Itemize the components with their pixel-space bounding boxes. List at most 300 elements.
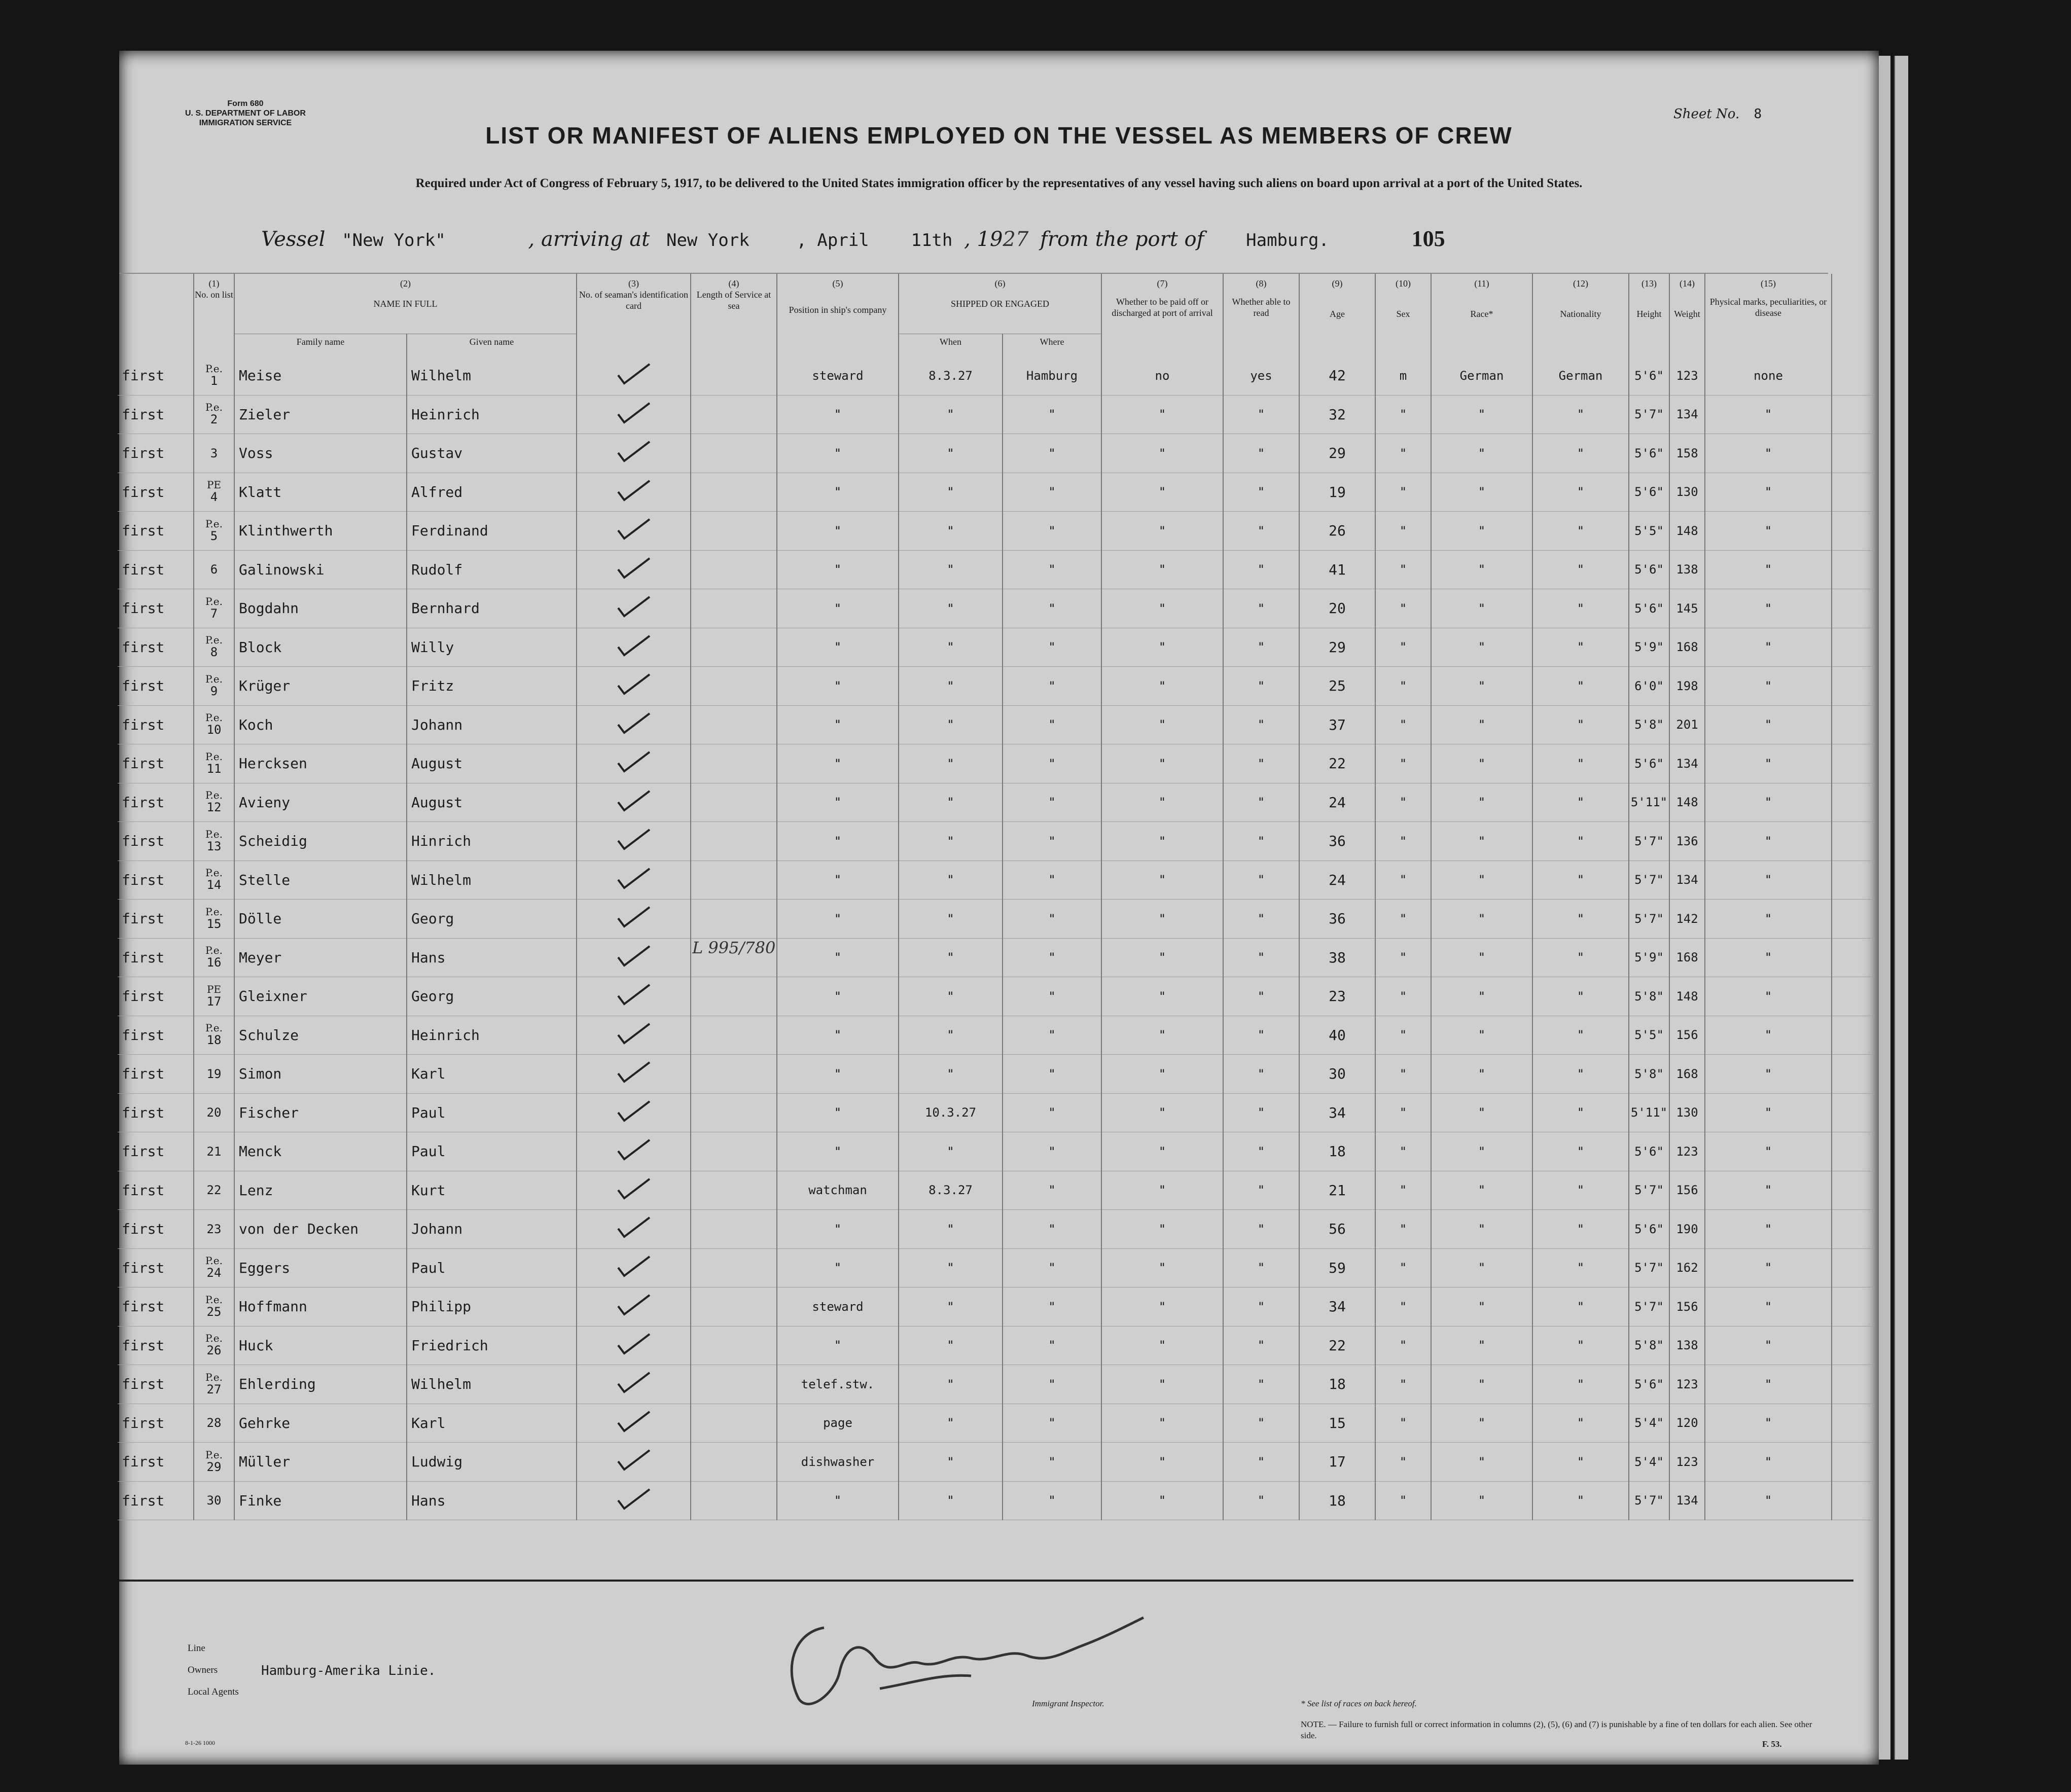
nationality: " bbox=[1532, 822, 1629, 861]
engaged-where: " bbox=[1003, 395, 1101, 434]
checkmark-icon bbox=[616, 1332, 652, 1355]
row-mark: P.e. bbox=[205, 867, 223, 879]
margin-first: first bbox=[118, 900, 194, 939]
margin-first: first bbox=[118, 434, 194, 473]
table-row bbox=[118, 744, 1875, 783]
age: 56 bbox=[1299, 1210, 1375, 1249]
sex: " bbox=[1375, 1016, 1431, 1055]
nationality: " bbox=[1532, 1171, 1629, 1210]
engaged-where: " bbox=[1003, 1481, 1101, 1520]
margin-first: first bbox=[118, 1093, 194, 1132]
race: " bbox=[1431, 783, 1532, 822]
position: " bbox=[777, 900, 899, 939]
paid-off: " bbox=[1101, 1132, 1223, 1171]
sex: " bbox=[1375, 1210, 1431, 1249]
local-agents-label: Local Agents bbox=[188, 1687, 239, 1697]
able-to-read: " bbox=[1223, 1365, 1299, 1404]
family-name: Zieler bbox=[234, 395, 407, 434]
race: " bbox=[1431, 473, 1532, 512]
engaged-when: " bbox=[899, 1365, 1003, 1404]
family-name: von der Decken bbox=[234, 1210, 407, 1249]
engaged-where: " bbox=[1003, 434, 1101, 473]
sex: " bbox=[1375, 512, 1431, 551]
weight: 148 bbox=[1669, 512, 1705, 551]
race: " bbox=[1431, 1481, 1532, 1520]
id-card-check bbox=[577, 550, 691, 589]
sex: " bbox=[1375, 1365, 1431, 1404]
family-name: Dölle bbox=[234, 900, 407, 939]
row-mark: P.e. bbox=[205, 1448, 223, 1461]
weight: 190 bbox=[1669, 1210, 1705, 1249]
row-number: P.e. 7 bbox=[194, 589, 234, 628]
able-to-read: " bbox=[1223, 628, 1299, 667]
weight: 123 bbox=[1669, 1365, 1705, 1404]
right-margin-cell bbox=[1832, 1132, 1875, 1171]
engaged-when: " bbox=[899, 1404, 1003, 1443]
family-name: Voss bbox=[234, 434, 407, 473]
row-mark: P.e. bbox=[205, 401, 223, 414]
engaged-when: " bbox=[899, 1210, 1003, 1249]
table-row bbox=[118, 1326, 1875, 1365]
right-margin-cell bbox=[1832, 1248, 1875, 1287]
able-to-read: " bbox=[1223, 1443, 1299, 1482]
margin-first: first bbox=[118, 473, 194, 512]
height: 5'11" bbox=[1629, 1093, 1669, 1132]
inspector-label: Immigrant Inspector. bbox=[1032, 1699, 1104, 1708]
given-name: August bbox=[407, 783, 577, 822]
row-mark: P.e. bbox=[205, 750, 223, 763]
age: 32 bbox=[1299, 395, 1375, 434]
arrival-day: 11th bbox=[911, 230, 953, 250]
length-service bbox=[691, 356, 777, 395]
given-name: Hans bbox=[407, 938, 577, 977]
given-name: Fritz bbox=[407, 667, 577, 706]
position: " bbox=[777, 1055, 899, 1094]
paid-off: " bbox=[1101, 705, 1223, 744]
row-number: 23 bbox=[194, 1210, 234, 1249]
physical-marks: " bbox=[1705, 628, 1832, 667]
row-number: P.e. 13 bbox=[194, 822, 234, 861]
paid-off: " bbox=[1101, 667, 1223, 706]
paid-off: " bbox=[1101, 822, 1223, 861]
length-service bbox=[691, 1093, 777, 1132]
physical-marks: " bbox=[1705, 900, 1832, 939]
physical-marks: " bbox=[1705, 1404, 1832, 1443]
physical-marks: " bbox=[1705, 1287, 1832, 1327]
table-row bbox=[118, 1055, 1875, 1094]
paid-off: " bbox=[1101, 589, 1223, 628]
year-prefix: , 19 bbox=[964, 228, 1003, 251]
weight: 198 bbox=[1669, 667, 1705, 706]
race: " bbox=[1431, 977, 1532, 1016]
col-paidoff-header: (7) Whether to be paid off or discharged at port of arrival bbox=[1101, 274, 1223, 356]
arriving-port: New York bbox=[666, 230, 749, 250]
col-read-header: (8) Whether able to read bbox=[1223, 274, 1299, 356]
row-mark: P.e. bbox=[205, 1293, 223, 1306]
row-number: PE 4 bbox=[194, 473, 234, 512]
col-race-header: (11) Race* bbox=[1431, 274, 1532, 356]
engaged-when: " bbox=[899, 900, 1003, 939]
family-name: Stelle bbox=[234, 861, 407, 900]
id-card-check bbox=[577, 705, 691, 744]
row-number: 20 bbox=[194, 1093, 234, 1132]
family-name: Krüger bbox=[234, 667, 407, 706]
able-to-read: " bbox=[1223, 1248, 1299, 1287]
position: " bbox=[777, 628, 899, 667]
checkmark-icon bbox=[616, 1022, 652, 1045]
race: " bbox=[1431, 1365, 1532, 1404]
table-row bbox=[118, 1171, 1875, 1210]
paid-off: " bbox=[1101, 744, 1223, 783]
engaged-where: " bbox=[1003, 900, 1101, 939]
given-name: Paul bbox=[407, 1248, 577, 1287]
family-name: Klinthwerth bbox=[234, 512, 407, 551]
id-card-check bbox=[577, 900, 691, 939]
position: " bbox=[777, 667, 899, 706]
col-height-header: (13) Height bbox=[1629, 274, 1669, 356]
table-row bbox=[118, 1093, 1875, 1132]
checkmark-icon bbox=[616, 983, 652, 1006]
weight: 130 bbox=[1669, 473, 1705, 512]
paid-off: " bbox=[1101, 938, 1223, 977]
length-service bbox=[691, 1443, 777, 1482]
right-margin-cell bbox=[1832, 1287, 1875, 1327]
paid-off: " bbox=[1101, 628, 1223, 667]
height: 5'7" bbox=[1629, 1287, 1669, 1327]
sex: " bbox=[1375, 1093, 1431, 1132]
race: German bbox=[1431, 356, 1532, 395]
margin-first: first bbox=[118, 1481, 194, 1520]
able-to-read: " bbox=[1223, 1210, 1299, 1249]
length-service bbox=[691, 1404, 777, 1443]
age: 30 bbox=[1299, 1055, 1375, 1094]
nationality: " bbox=[1532, 589, 1629, 628]
table-row bbox=[118, 473, 1875, 512]
height: 5'11" bbox=[1629, 783, 1669, 822]
engaged-where: " bbox=[1003, 667, 1101, 706]
row-number: P.e. 12 bbox=[194, 783, 234, 822]
height: 5'7" bbox=[1629, 395, 1669, 434]
given-name: Hinrich bbox=[407, 822, 577, 861]
paid-off: " bbox=[1101, 1404, 1223, 1443]
length-service bbox=[691, 512, 777, 551]
length-service bbox=[691, 861, 777, 900]
row-number: P.e. 18 bbox=[194, 1016, 234, 1055]
weight: 168 bbox=[1669, 938, 1705, 977]
age: 18 bbox=[1299, 1365, 1375, 1404]
position: " bbox=[777, 589, 899, 628]
paid-off: no bbox=[1101, 356, 1223, 395]
nationality: " bbox=[1532, 395, 1629, 434]
right-margin-cell bbox=[1832, 628, 1875, 667]
physical-marks: " bbox=[1705, 822, 1832, 861]
race: " bbox=[1431, 705, 1532, 744]
engaged-when: " bbox=[899, 550, 1003, 589]
height: 5'8" bbox=[1629, 1055, 1669, 1094]
race: " bbox=[1431, 628, 1532, 667]
physical-marks: " bbox=[1705, 395, 1832, 434]
row-mark: P.e. bbox=[205, 789, 223, 802]
right-margin-cell bbox=[1832, 1365, 1875, 1404]
id-card-check bbox=[577, 1016, 691, 1055]
family-name: Scheidig bbox=[234, 822, 407, 861]
height: 5'7" bbox=[1629, 1171, 1669, 1210]
engaged-when: " bbox=[899, 705, 1003, 744]
position: " bbox=[777, 938, 899, 977]
margin-first: first bbox=[118, 861, 194, 900]
checkmark-icon bbox=[616, 1060, 652, 1084]
engaged-when: " bbox=[899, 783, 1003, 822]
position: " bbox=[777, 783, 899, 822]
length-service bbox=[691, 1326, 777, 1365]
family-name: Bogdahn bbox=[234, 589, 407, 628]
paid-off: " bbox=[1101, 550, 1223, 589]
able-to-read: " bbox=[1223, 395, 1299, 434]
table-row bbox=[118, 434, 1875, 473]
position: " bbox=[777, 1132, 899, 1171]
engaged-when: " bbox=[899, 822, 1003, 861]
checkmark-icon bbox=[616, 401, 652, 424]
row-number: P.e. 25 bbox=[194, 1287, 234, 1327]
length-service bbox=[691, 1248, 777, 1287]
age: 22 bbox=[1299, 744, 1375, 783]
checkmark-icon bbox=[616, 1487, 652, 1511]
weight: 142 bbox=[1669, 900, 1705, 939]
physical-marks: " bbox=[1705, 1016, 1832, 1055]
height: 5'6" bbox=[1629, 1132, 1669, 1171]
margin-first: first bbox=[118, 1248, 194, 1287]
table-row bbox=[118, 705, 1875, 744]
from-label: from the port of bbox=[1040, 228, 1204, 251]
given-name: Johann bbox=[407, 1210, 577, 1249]
family-name: Block bbox=[234, 628, 407, 667]
physical-marks: " bbox=[1705, 705, 1832, 744]
weight: 134 bbox=[1669, 1481, 1705, 1520]
engaged-when: " bbox=[899, 1016, 1003, 1055]
family-name-header: Family name bbox=[234, 334, 407, 357]
physical-marks: " bbox=[1705, 550, 1832, 589]
height: 5'6" bbox=[1629, 434, 1669, 473]
margin-first: first bbox=[118, 395, 194, 434]
row-number: P.e. 2 bbox=[194, 395, 234, 434]
length-service bbox=[691, 1365, 777, 1404]
margin-first: first bbox=[118, 705, 194, 744]
engaged-where: " bbox=[1003, 550, 1101, 589]
arriving-label: , arriving at bbox=[528, 228, 650, 251]
engaged-when: " bbox=[899, 1287, 1003, 1327]
race: " bbox=[1431, 1326, 1532, 1365]
right-margin-cell bbox=[1832, 395, 1875, 434]
right-margin-cell bbox=[1832, 1093, 1875, 1132]
race: " bbox=[1431, 1404, 1532, 1443]
sex: " bbox=[1375, 900, 1431, 939]
row-mark: P.e. bbox=[205, 634, 223, 647]
position: " bbox=[777, 1210, 899, 1249]
weight: 123 bbox=[1669, 356, 1705, 395]
position: page bbox=[777, 1404, 899, 1443]
engaged-where: " bbox=[1003, 512, 1101, 551]
given-name: Rudolf bbox=[407, 550, 577, 589]
margin-first: first bbox=[118, 1365, 194, 1404]
position: " bbox=[777, 512, 899, 551]
nationality: " bbox=[1532, 1287, 1629, 1327]
table-row bbox=[118, 628, 1875, 667]
family-name: Ehlerding bbox=[234, 1365, 407, 1404]
table-row bbox=[118, 1016, 1875, 1055]
position: " bbox=[777, 977, 899, 1016]
col-length-header: (4) Length of Service at sea bbox=[691, 274, 777, 356]
line-label: Line bbox=[188, 1643, 205, 1654]
engaged-where: " bbox=[1003, 1016, 1101, 1055]
weight: 120 bbox=[1669, 1404, 1705, 1443]
row-number: P.e. 14 bbox=[194, 861, 234, 900]
engaged-where: " bbox=[1003, 822, 1101, 861]
right-margin-header bbox=[1832, 274, 1875, 356]
owners-label: Owners bbox=[188, 1665, 218, 1675]
paid-off: " bbox=[1101, 1326, 1223, 1365]
margin-first: first bbox=[118, 1132, 194, 1171]
id-card-check bbox=[577, 628, 691, 667]
sex: " bbox=[1375, 938, 1431, 977]
height: 5'5" bbox=[1629, 1016, 1669, 1055]
physical-marks: " bbox=[1705, 783, 1832, 822]
race: " bbox=[1431, 395, 1532, 434]
right-margin-cell bbox=[1832, 667, 1875, 706]
given-name: Wilhelm bbox=[407, 356, 577, 395]
right-margin-cell bbox=[1832, 512, 1875, 551]
engaged-where: " bbox=[1003, 1443, 1101, 1482]
right-margin-cell bbox=[1832, 705, 1875, 744]
physical-marks: " bbox=[1705, 1132, 1832, 1171]
engaged-where: " bbox=[1003, 861, 1101, 900]
engaged-when: " bbox=[899, 512, 1003, 551]
right-margin-cell bbox=[1832, 589, 1875, 628]
able-to-read: " bbox=[1223, 1287, 1299, 1327]
row-mark: P.e. bbox=[205, 362, 223, 375]
weight: 156 bbox=[1669, 1016, 1705, 1055]
height: 5'6" bbox=[1629, 744, 1669, 783]
sex: " bbox=[1375, 434, 1431, 473]
form-code: F. 53. bbox=[1762, 1739, 1782, 1749]
weight: 148 bbox=[1669, 977, 1705, 1016]
position: dishwasher bbox=[777, 1443, 899, 1482]
margin-first: first bbox=[118, 1055, 194, 1094]
weight: 158 bbox=[1669, 434, 1705, 473]
age: 20 bbox=[1299, 589, 1375, 628]
nationality: " bbox=[1532, 1093, 1629, 1132]
height: 5'4" bbox=[1629, 1404, 1669, 1443]
id-card-check bbox=[577, 1326, 691, 1365]
age: 29 bbox=[1299, 434, 1375, 473]
col-sex-header: (10) Sex bbox=[1375, 274, 1431, 356]
weight: 138 bbox=[1669, 550, 1705, 589]
row-mark: P.e. bbox=[205, 595, 223, 607]
race: " bbox=[1431, 1210, 1532, 1249]
weight: 123 bbox=[1669, 1132, 1705, 1171]
position: " bbox=[777, 1326, 899, 1365]
age: 41 bbox=[1299, 550, 1375, 589]
sex: " bbox=[1375, 1481, 1431, 1520]
engaged-when: " bbox=[899, 1132, 1003, 1171]
checkmark-icon bbox=[616, 1099, 652, 1123]
weight: 136 bbox=[1669, 822, 1705, 861]
id-card-check bbox=[577, 512, 691, 551]
race: " bbox=[1431, 822, 1532, 861]
right-margin-cell bbox=[1832, 1481, 1875, 1520]
engaged-where: " bbox=[1003, 1055, 1101, 1094]
sex: " bbox=[1375, 1132, 1431, 1171]
id-card-check bbox=[577, 1171, 691, 1210]
position: " bbox=[777, 1093, 899, 1132]
margin-first: first bbox=[118, 822, 194, 861]
paid-off: " bbox=[1101, 512, 1223, 551]
nationality: " bbox=[1532, 512, 1629, 551]
table-row bbox=[118, 667, 1875, 706]
table-row bbox=[118, 1404, 1875, 1443]
table-row bbox=[118, 1481, 1875, 1520]
race: " bbox=[1431, 1443, 1532, 1482]
position: " bbox=[777, 1248, 899, 1287]
nationality: " bbox=[1532, 783, 1629, 822]
age: 24 bbox=[1299, 783, 1375, 822]
margin-first: first bbox=[118, 1210, 194, 1249]
checkmark-icon bbox=[616, 1215, 652, 1239]
row-number: P.e. 1 bbox=[194, 356, 234, 395]
race: " bbox=[1431, 1016, 1532, 1055]
family-name: Müller bbox=[234, 1443, 407, 1482]
given-name: August bbox=[407, 744, 577, 783]
position: " bbox=[777, 550, 899, 589]
row-mark: P.e. bbox=[205, 828, 223, 840]
family-name: Hercksen bbox=[234, 744, 407, 783]
family-name: Hoffmann bbox=[234, 1287, 407, 1327]
race: " bbox=[1431, 1055, 1532, 1094]
able-to-read: " bbox=[1223, 861, 1299, 900]
race: " bbox=[1431, 512, 1532, 551]
crew-rows bbox=[118, 356, 1875, 1520]
race: " bbox=[1431, 1132, 1532, 1171]
age: 29 bbox=[1299, 628, 1375, 667]
physical-marks: " bbox=[1705, 1248, 1832, 1287]
id-card-check bbox=[577, 938, 691, 977]
age: 40 bbox=[1299, 1016, 1375, 1055]
sex: " bbox=[1375, 1287, 1431, 1327]
right-margin-cell bbox=[1832, 473, 1875, 512]
engaged-where: Hamburg bbox=[1003, 356, 1101, 395]
engaged-when: " bbox=[899, 1248, 1003, 1287]
physical-marks: " bbox=[1705, 473, 1832, 512]
physical-marks: " bbox=[1705, 1055, 1832, 1094]
age: 17 bbox=[1299, 1443, 1375, 1482]
length-service bbox=[691, 628, 777, 667]
length-service bbox=[691, 473, 777, 512]
height: 5'9" bbox=[1629, 628, 1669, 667]
table-row bbox=[118, 1365, 1875, 1404]
right-margin-cell bbox=[1832, 550, 1875, 589]
paper-edge bbox=[1894, 56, 1908, 1760]
checkmark-icon bbox=[616, 634, 652, 657]
engaged-where: " bbox=[1003, 589, 1101, 628]
races-note: * See list of races on back hereof. bbox=[1301, 1699, 1417, 1708]
row-mark: P.e. bbox=[205, 905, 223, 918]
nationality: " bbox=[1532, 1365, 1629, 1404]
family-name: Galinowski bbox=[234, 550, 407, 589]
race: " bbox=[1431, 1171, 1532, 1210]
row-mark: P.e. bbox=[205, 672, 223, 685]
engaged-where: " bbox=[1003, 744, 1101, 783]
id-card-check bbox=[577, 473, 691, 512]
manifest-page bbox=[119, 51, 1879, 1765]
